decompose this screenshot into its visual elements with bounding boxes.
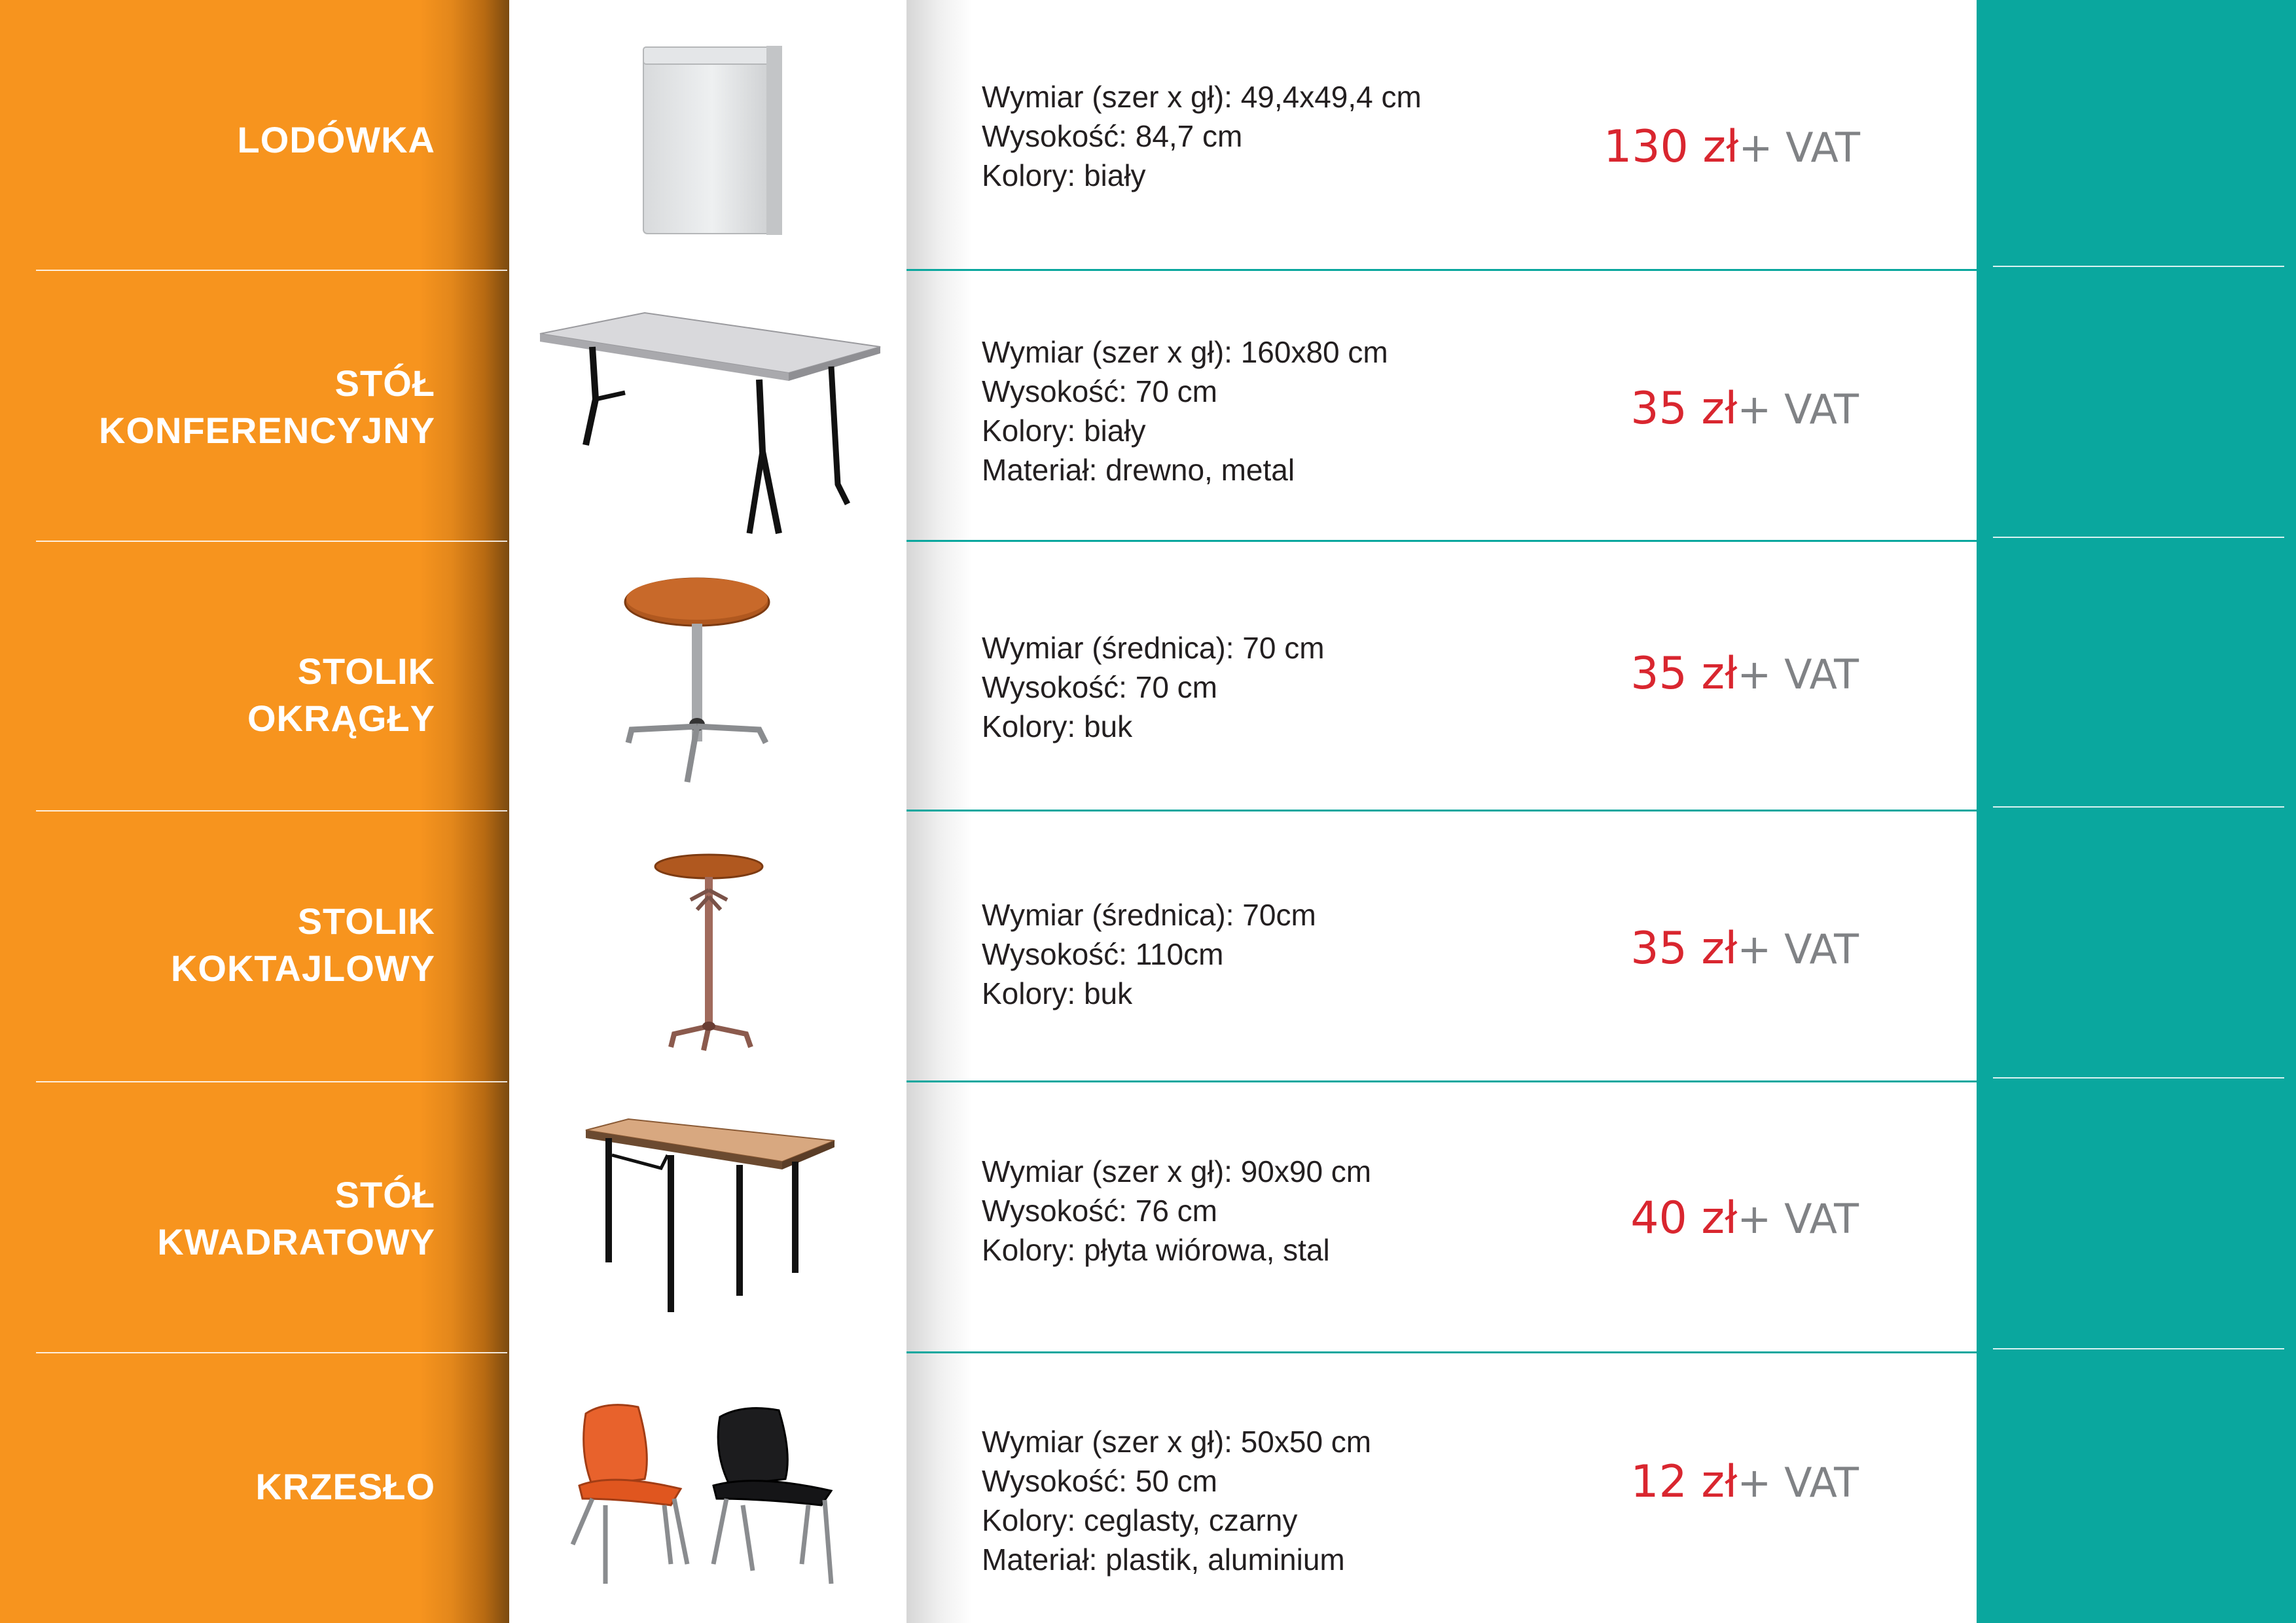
divider: [906, 540, 1977, 542]
product-specs: Wymiar (szer x gł): 50x50 cm Wysokość: 50 cm Kolory: ceglasty, czarny Materiał: plastik, aluminium: [982, 1425, 1372, 1577]
divider: [36, 1352, 507, 1353]
product-price: 40 zł+ VAT: [1630, 1192, 1859, 1244]
divider: [1993, 806, 2284, 808]
product-specs: Wymiar (szer x gł): 49,4x49,4 cm Wysokość: 84,7 cm Kolory: biały: [982, 80, 1422, 192]
divider: [36, 541, 507, 542]
divider: [1993, 1077, 2284, 1079]
divider: [906, 810, 1977, 812]
chairs-icon: [566, 1400, 841, 1587]
conference-table-icon: [533, 308, 887, 537]
product-name: LODÓWKA: [237, 119, 435, 160]
divider: [906, 1351, 1977, 1353]
product-price: 12 zł+ VAT: [1630, 1456, 1859, 1508]
fridge-icon: [638, 41, 795, 237]
round-table-icon: [619, 573, 776, 789]
divider: [906, 269, 1977, 271]
divider: [1993, 266, 2284, 267]
divider: [36, 810, 507, 812]
product-price: 35 zł+ VAT: [1630, 383, 1859, 435]
divider: [1993, 1348, 2284, 1349]
divider: [1993, 537, 2284, 538]
divider: [36, 270, 507, 271]
product-price: 130 zł+ VAT: [1604, 121, 1861, 173]
product-specs: Wymiar (średnica): 70cm Wysokość: 110cm Kolory: buk: [982, 898, 1316, 1010]
divider: [906, 1080, 1977, 1082]
product-specs: Wymiar (szer x gł): 160x80 cm Wysokość: 70 cm Kolory: biały Materiał: drewno, metal: [982, 335, 1388, 487]
image-column-shadow: [906, 0, 972, 1623]
square-table-icon: [583, 1116, 838, 1319]
product-name: STOLIK OKRĄGŁY: [247, 651, 435, 739]
product-specs: Wymiar (szer x gł): 90x90 cm Wysokość: 76 cm Kolory: płyta wiórowa, stal: [982, 1154, 1372, 1267]
product-name: STOLIK KOKTAJLOWY: [170, 901, 435, 989]
teal-sidebar: [1977, 0, 2296, 1623]
cocktail-table-icon: [651, 851, 769, 1054]
product-price: 35 zł+ VAT: [1630, 923, 1859, 974]
orange-sidebar: [0, 0, 509, 1623]
product-name: KRZESŁO: [255, 1466, 435, 1507]
product-name: STÓŁ KWADRATOWY: [157, 1174, 435, 1262]
divider: [36, 1081, 507, 1082]
product-price: 35 zł+ VAT: [1630, 648, 1859, 700]
product-name: STÓŁ KONFERENCYJNY: [99, 363, 435, 451]
product-specs: Wymiar (średnica): 70 cm Wysokość: 70 cm Kolory: buk: [982, 631, 1325, 743]
